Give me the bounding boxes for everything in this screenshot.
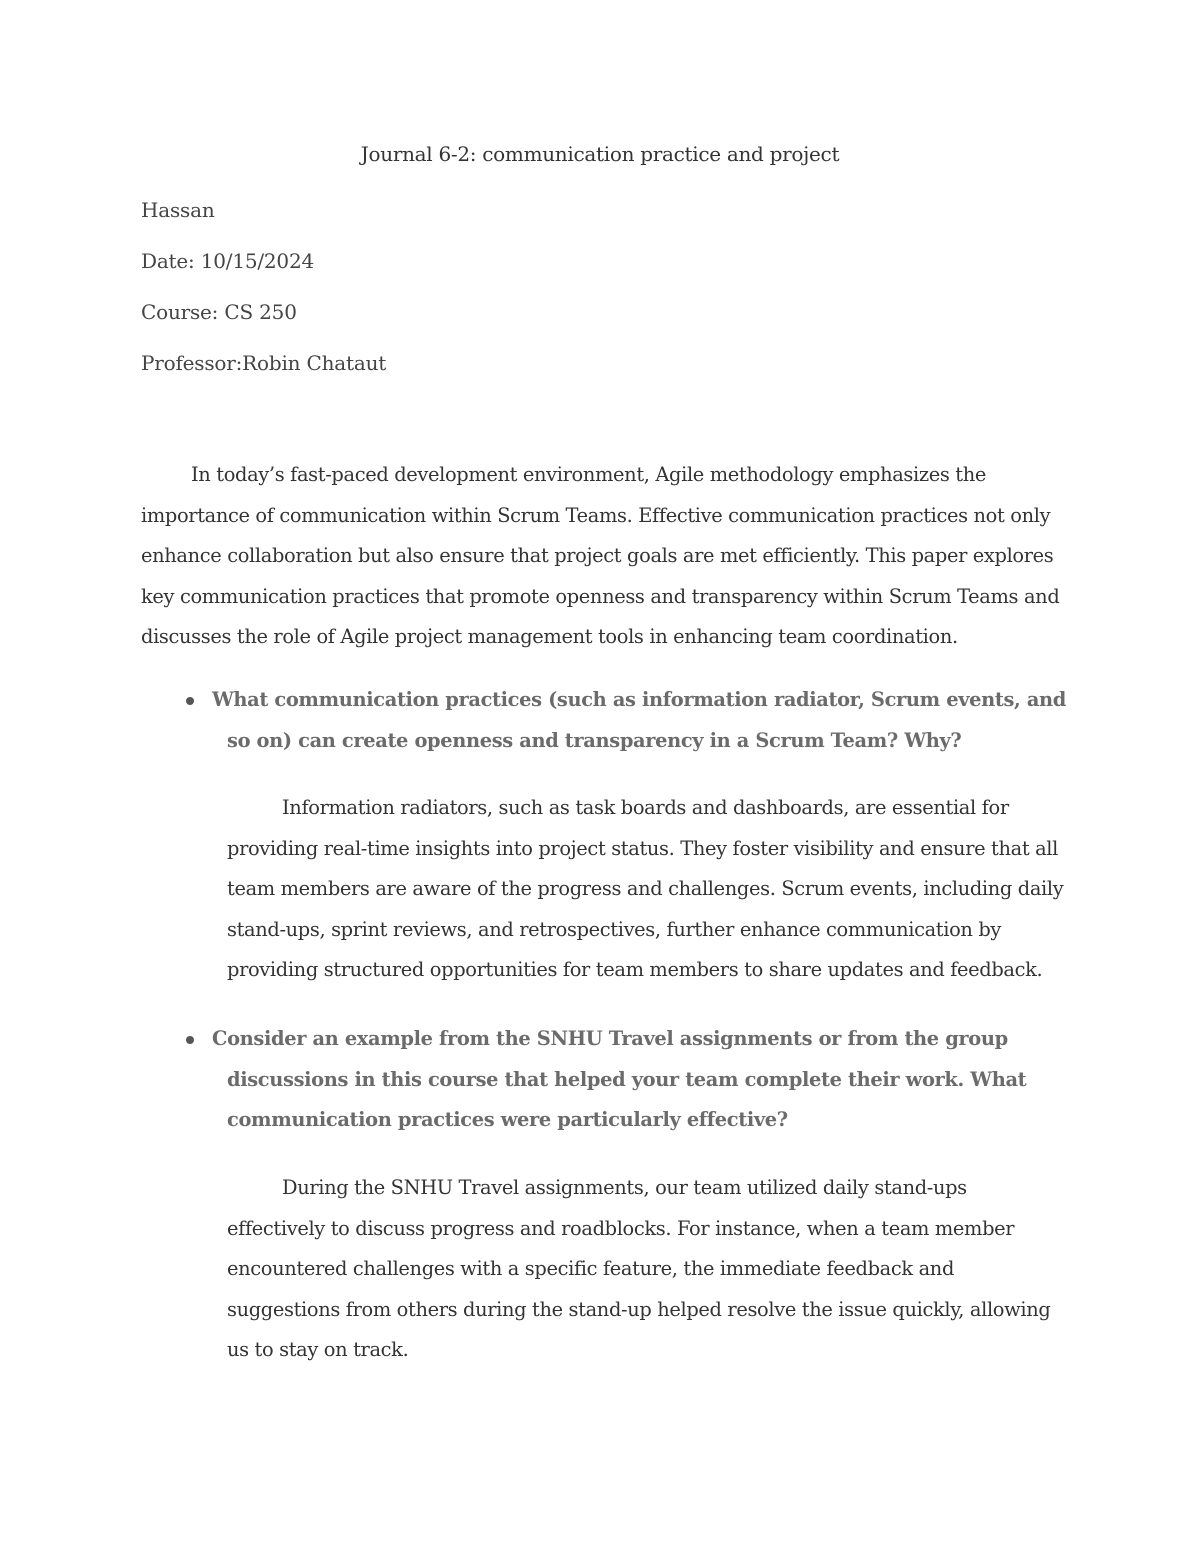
answer-1: Information radiators, such as task boards and dashboards, are essential for providing real-time insights into project status. They foster visibility and ensure that all team members are aware of the progress and challenges. Scrum events, including daily stand-ups, sprint reviews, and retrospectives, further enhance communication by providing structured opportunities for team members to share updates and feedback. [227,796,1064,981]
intro-paragraph: In today’s fast-paced development environment, Agile methodology emphasizes the importance of communication within Scrum Teams. Effective communication practices not only enhance collaboration but also ensure that project goals are met efficiently. This paper explores key communication practices that promote openness and transparency within Scrum Teams and discusses the role of Agile project management tools in enhancing team coordination. [141,463,1060,648]
question-text: What communication practices (such as information radiator, Scrum events, and so on) can create openness and transparency in a Scrum Team? Why? [212,688,1066,752]
answer-2: During the SNHU Travel assignments, our team utilized daily stand-ups effectively to discuss progress and roadblocks. For instance, when a team member encountered challenges with a specific feature, the immediate feedback and suggestions from others during the stand-up helped resolve the issue quickly, allowing us to stay on track. [227,1176,1051,1361]
bullet-icon [186,1036,194,1044]
question-1 [186,680,1066,761]
bullet-icon [186,697,194,705]
course-line: Course: CS 250 [141,300,297,324]
date-line: Date: 10/15/2024 [141,249,315,273]
question-2 [186,1019,1066,1141]
question-text: Consider an example from the SNHU Travel assignments or from the group discussions in this course that helped your team complete their work. What communication practices were particularly effective? [212,1027,1027,1131]
professor-line: Professor:Robin Chataut [141,351,387,375]
author-name: Hassan [141,198,215,222]
document-title: Journal 6-2: communication practice and project [360,142,840,166]
